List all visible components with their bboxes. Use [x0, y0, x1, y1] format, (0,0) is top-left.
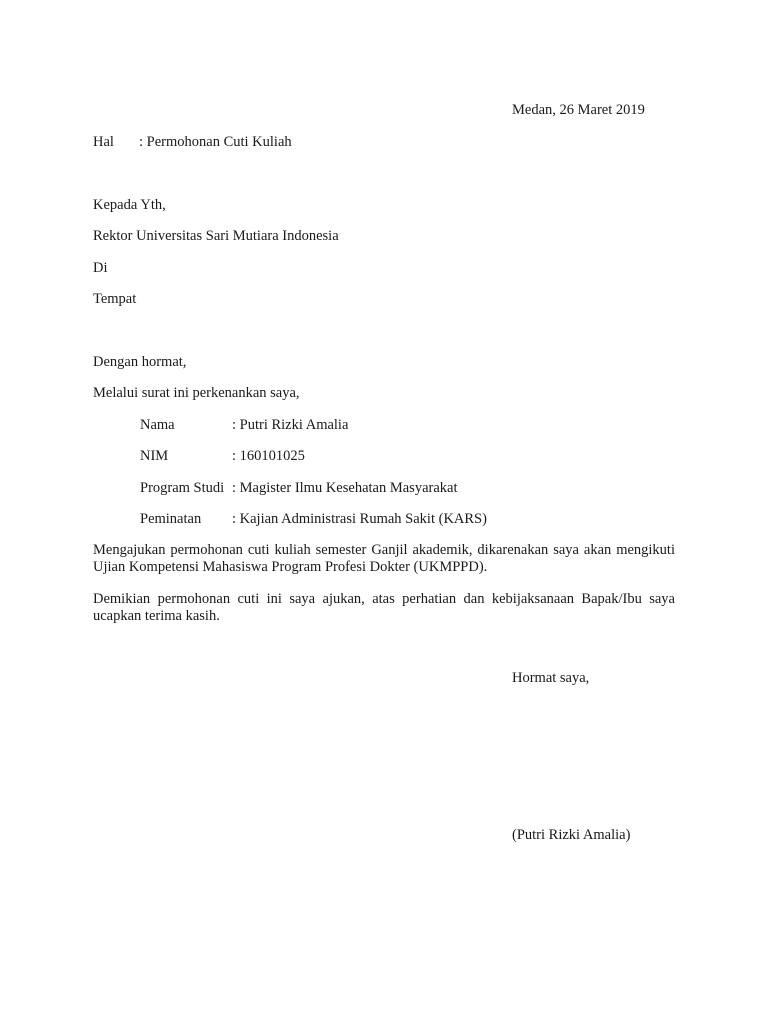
field-value: : Putri Rizki Amalia	[232, 417, 349, 433]
field-value: : 160101025	[232, 448, 305, 464]
recipient-name: Rektor Universitas Sari Mutiara Indonesia	[93, 228, 339, 244]
recipient-di: Di	[93, 260, 108, 276]
subject-value: : Permohonan Cuti Kuliah	[139, 134, 292, 150]
recipient-place: Tempat	[93, 291, 137, 307]
closing: Hormat saya,	[512, 670, 590, 686]
field-label: Program Studi	[140, 480, 225, 496]
field-row-nim	[140, 449, 305, 464]
salutation: Dengan hormat,	[93, 354, 187, 370]
place-date: Medan, 26 Maret 2019	[512, 102, 645, 118]
field-value: : Kajian Administrasi Rumah Sakit (KARS)	[232, 511, 487, 527]
field-label: Nama	[140, 417, 175, 433]
field-label: NIM	[140, 448, 169, 464]
body-paragraph-1: Mengajukan permohonan cuti kuliah semester Ganjil akademik, dikarenakan saya akan mengikuti Ujian Kompetensi Mahasiswa Program Profesi Dokter (UKMPPD).	[93, 542, 675, 575]
body-paragraph-2: Demikian permohonan cuti ini saya ajukan, atas perhatian dan kebijaksanaan Bapak/Ibu saya ucapkan terima kasih.	[93, 591, 675, 624]
field-value: : Magister Ilmu Kesehatan Masyarakat	[232, 480, 458, 496]
signature-name: (Putri Rizki Amalia)	[512, 827, 631, 843]
subject-line	[93, 135, 292, 150]
intro-line: Melalui surat ini perkenankan saya,	[93, 385, 300, 401]
recipient-greeting: Kepada Yth,	[93, 197, 166, 213]
field-row-peminatan	[140, 512, 487, 527]
field-row-nama	[140, 418, 348, 433]
field-label: Peminatan	[140, 511, 202, 527]
field-row-program-studi	[140, 481, 457, 496]
subject-label: Hal	[93, 134, 114, 150]
